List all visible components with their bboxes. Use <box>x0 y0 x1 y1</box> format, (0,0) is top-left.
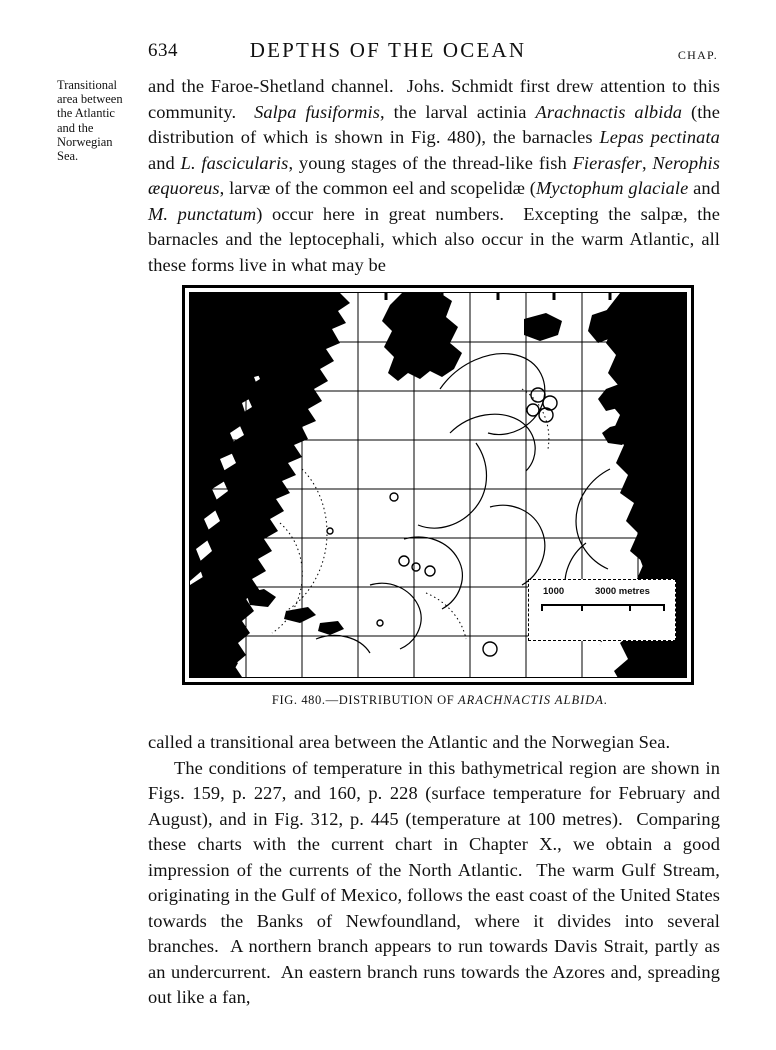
figure-480 <box>182 285 698 707</box>
scale-label-1000: 1000 <box>543 586 565 597</box>
margin-note-line: and the <box>57 120 94 135</box>
figure-caption-dash: — <box>325 693 339 707</box>
margin-note-line: area between <box>57 92 123 107</box>
paragraph: called a transitional area between the Atlantic and the Norwegian Sea. <box>148 732 671 752</box>
paragraph: and the Faroe-Shetland channel. Johs. Schmidt first drew attention to this community. Salpa fusiformis, the larval actinia Arachnactis albida (the distribution of which is shown in Fig. 480), the barnacles Lepas pectinata and L. fascicularis, young stages of the thread-like fish Fierasfer, Nerophis æquoreus, larvæ of the common eel and scopelidæ (Myctophum glaciale and M. punctatum) occur here in great numbers. Excepting the salpæ, the barnacles and the leptocephali, which also occur in the warm Atlantic, all these forms live in what may be <box>148 76 720 275</box>
body-text-bottom <box>148 730 720 1011</box>
scale-label-3000: 3000 metres <box>595 586 650 597</box>
map-frame <box>182 285 694 685</box>
figure-caption-text: DISTRIBUTION OF <box>338 693 455 707</box>
margin-note-line: the Atlantic <box>57 106 115 121</box>
margin-note <box>57 78 143 163</box>
margin-note-line: Transitional <box>57 78 117 92</box>
figure-caption-prefix: FIG. 480. <box>271 693 326 707</box>
chapter-label: CHAP. <box>677 48 718 62</box>
scale-ruler <box>541 604 665 611</box>
paragraph: The conditions of temperature in this bathymetrical region are shown in Figs. 159, p. 227, and 160, p. 228 (surface temperature for February and August), and in Fig. 312, p. 445 (temperature at 100 metres). Comparing these charts with the current chart in Chapter X., we obtain a good impression of the currents of the North Atlantic. The warm Gulf Stream, originating in the Gulf of Mexico, follows the east coast of the United States towards the Banks of Newfoundland, where it divides into several branches. A northern branch appears to run towards Davis Strait, partly as an undercurrent. An eastern branch runs towards the Azores and, spreading out like a fan, <box>148 757 720 1007</box>
map-scale-bar <box>528 579 676 641</box>
running-title: DEPTHS OF THE OCEAN <box>249 38 527 62</box>
page-header <box>0 38 776 66</box>
margin-note-line: Norwegian <box>57 134 113 149</box>
page-number: 634 <box>148 40 178 61</box>
body-text-top <box>148 74 720 278</box>
margin-note-line: Sea. <box>57 149 79 164</box>
figure-caption-species: ARACHNACTIS ALBIDA. <box>458 693 609 707</box>
map-inner <box>189 292 687 678</box>
figure-caption <box>182 693 698 708</box>
